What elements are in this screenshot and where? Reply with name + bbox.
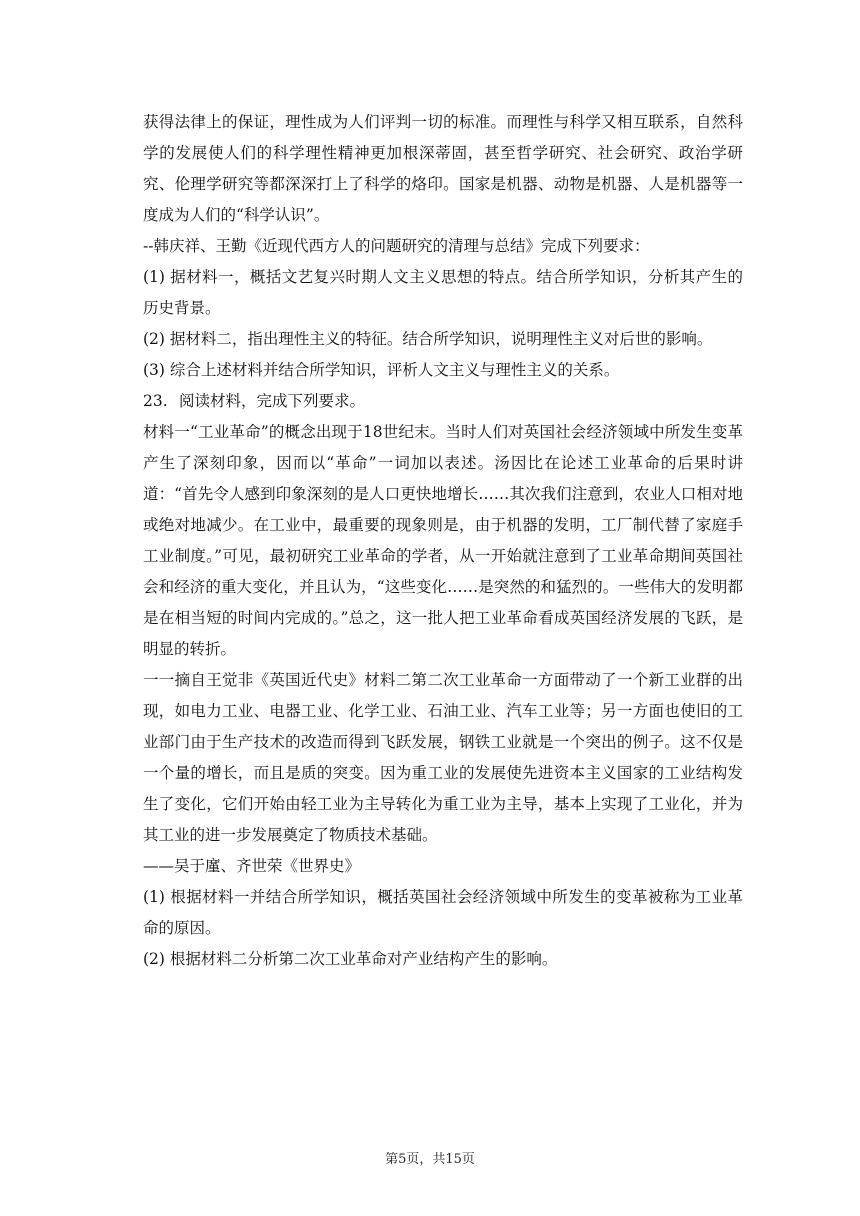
question-23-part-2: (2) 根据材料二分析第二次工业革命对产业结构产生的影响。 [143, 950, 558, 968]
source-citation: --韩庆祥、王勤《近现代西方人的问题研究的清理与总结》完成下列要求： [143, 237, 650, 255]
source-citation: ——吴于廑、齐世荣《世界史》 [143, 857, 361, 875]
material-two: 一一摘自王觉非《英国近代史》材料二第二次工业革命一方面带动了一个新工业群的出现，如电力工业、电器工业、化学工业、石油工业、汽车工业等；另一方面也使旧的工业部门由于生产技术的改造而得到飞跃发展，钢铁工业就是一个突出的例子。这不仅是一个量的增长，而且是质的突变。因为重工业的发展使先进资本主义国家的工业结构发生了变化，它们开始由轻工业为主导转化为重工业为主导，基本上实现了工业化，并为其工业的进一步发展奠定了物质技术基础。 [143, 671, 743, 844]
question-prompt: 阅读材料，完成下列要求。 [179, 392, 366, 410]
page-number-footer: 第5页，共15页 [385, 1152, 475, 1167]
question-23-part-1: (1) 根据材料一并结合所学知识，概括英国社会经济领域中所发生的变革被称为工业革命的原因。 [143, 888, 743, 937]
material-one: 材料一“工业革命”的概念出现于18世纪末。当时人们对英国社会经济领域中所发生变革产生了深刻印象，因而以“革命”一词加以表述。汤因比在论述工业革命的后果时讲道：“首先令人感到印象深刻的是人口更快地增长……其次我们注意到，农业人口相对地或绝对地减少。在工业中，最重要的现象则是，由于机器的发明，工厂制代替了家庭手工业制度。”可见，最初研究工业革命的学者，从一开始就注意到了工业革命期间英国社会和经济的重大变化，并且认为，“这些变化……是突然的和猛烈的。一些伟大的发明都是在相当短的时间内完成的。”总之，这一批人把工业革命看成英国经济发展的飞跃，是明显的转折。 [143, 423, 743, 658]
material-two-continuation: 获得法律上的保证，理性成为人们评判一切的标准。而理性与科学又相互联系，自然科学的发展使人们的科学理性精神更加根深蒂固，甚至哲学研究、社会研究、政治学研究、伦理学研究等都深深打上了科学的烙印。国家是机器、动物是机器、人是机器等一度成为人们的“科学认识”。 [143, 113, 743, 224]
question-number: 23. [143, 392, 168, 410]
question-22-part-3: (3) 综合上述材料并结合所学知识，评析人文主义与理性主义的关系。 [143, 361, 620, 379]
question-22-part-1: (1) 据材料一，概括文艺复兴时期人文主义思想的特点。结合所学知识，分析其产生的历史背景。 [143, 268, 743, 317]
question-23-header [143, 386, 743, 417]
question-22-part-2: (2) 据材料二，指出理性主义的特征。结合所学知识，说明理性主义对后世的影响。 [143, 330, 713, 348]
document-body [143, 107, 743, 975]
